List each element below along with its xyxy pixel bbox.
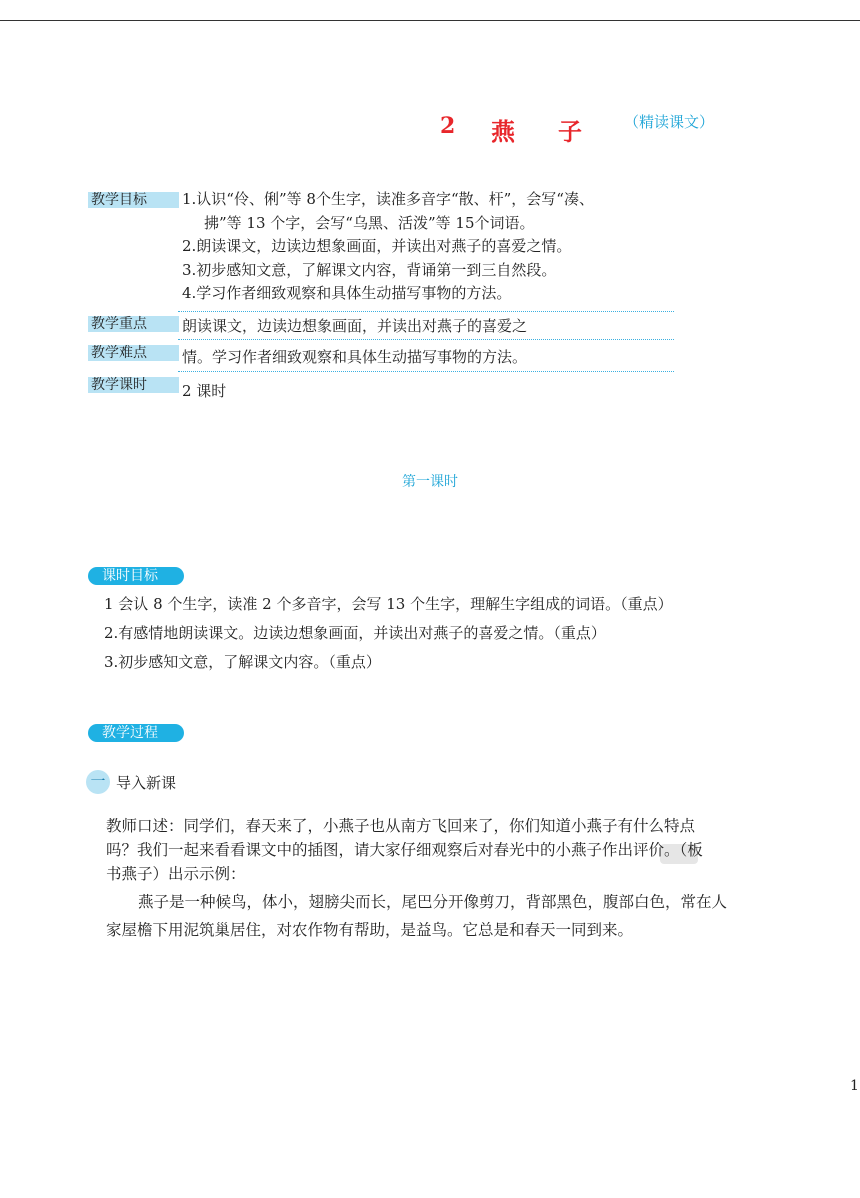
lesson-number: 2	[440, 113, 456, 139]
objective-line: 4.学习作者细致观察和具体生动描写事物的方法。	[182, 284, 512, 302]
intro-line: 吗？我们一起来看看课文中的插图，请大家仔细观察后对春光中的小燕子作出评价。（板	[106, 841, 703, 859]
lesson-title: 第一课时	[402, 474, 458, 490]
key-points-text: 朗读课文，边读边想象画面，并读出对燕子的喜爱之	[182, 317, 528, 335]
intro-line: 书燕子）出示示例：	[106, 865, 246, 883]
divider	[178, 371, 674, 372]
divider	[178, 311, 674, 312]
objectives-label: 教学目标	[88, 192, 179, 208]
key-points-label: 教学重点	[88, 316, 179, 332]
hours-value: 2 课时	[182, 382, 227, 400]
title-char-1: 燕	[491, 117, 515, 146]
lesson-goals-label: 课时目标	[88, 567, 184, 585]
page-number: 1	[850, 1078, 859, 1094]
lesson-goal: 2.有感情地朗读课文。边读边想象画面，并读出对燕子的喜爱之情。（重点）	[104, 624, 606, 642]
step-title: 导入新课	[116, 774, 177, 792]
example-line: 家屋檐下用泥筑巢居住，对农作物有帮助，是益鸟。它总是和春天一同到来。	[106, 921, 634, 939]
process-label: 教学过程	[88, 724, 184, 742]
difficulties-text: 情。学习作者细致观察和具体生动描写事物的方法。	[182, 348, 528, 366]
intro-line: 教师口述：同学们，春天来了，小燕子也从南方飞回来了，你们知道小燕子有什么特点	[106, 817, 696, 835]
objective-line: 1.认识“伶、俐”等 8个生字，读准多音字“散、杆”，会写“凑、	[182, 190, 594, 208]
difficulties-label: 教学难点	[88, 345, 179, 361]
example-line: 燕子是一种候鸟，体小，翅膀尖而长，尾巴分开像剪刀，背部黑色，腹部白色，常在人	[138, 893, 728, 911]
objective-line: 2.朗读课文，边读边想象画面，并读出对燕子的喜爱之情。	[182, 237, 572, 255]
title-char-2: 子	[558, 117, 582, 146]
lesson-goal: 1 会认 8 个生字，读准 2 个多音字，会写 13 个生字，理解生字组成的词语。（重点）	[104, 595, 673, 613]
hours-label: 教学课时	[88, 377, 179, 393]
title-tag: （精读课文）	[624, 113, 715, 131]
divider	[178, 339, 674, 340]
objective-line: 拂”等 13 个字，会写“乌黑、活泼”等 15个词语。	[204, 214, 535, 232]
step-number-badge: 一	[86, 770, 110, 794]
objective-line: 3.初步感知文意，了解课文内容，背诵第一到三自然段。	[182, 261, 557, 279]
lesson-goal: 3.初步感知文意，了解课文内容。（重点）	[104, 653, 381, 671]
top-rule	[0, 20, 860, 21]
